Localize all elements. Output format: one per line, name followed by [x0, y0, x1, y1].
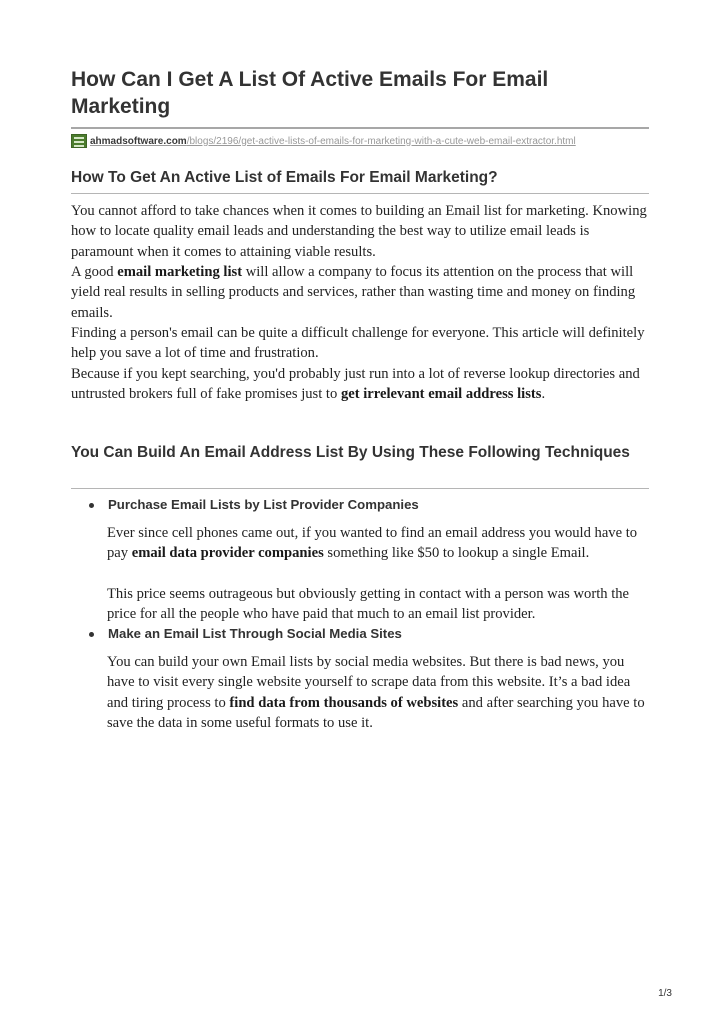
bold-email-marketing-list: email marketing list [117, 264, 243, 280]
source-line [71, 133, 576, 149]
bullet-icon [89, 503, 94, 508]
bullet-icon [89, 632, 94, 637]
paragraph-social-media: You can build your own Email lists by social media websites. But there is bad news, you have to visit every single website yourself to scrape data from this website. It’s a bad idea and tiring process to find data from thousands of websites and after searching you have to save the data in some useful formats to use it. [107, 654, 645, 731]
bold-irrelevant-lists: get irrelevant email address lists [340, 386, 542, 403]
paragraph-finding-email: Finding a person's email can be quite a difficult challenge for everyone. This article will definitely help you save a lot of time and frustration. [71, 325, 645, 362]
page-title: How Can I Get A List Of Active Emails For Email Marketing [71, 68, 549, 118]
section-heading-techniques: You Can Build An Email Address List By Using These Following Techniques [71, 444, 630, 461]
list-item-purchase-lists [89, 496, 648, 514]
bold-email-data-providers: email data provider companies [131, 545, 324, 562]
section-divider [71, 193, 649, 194]
section-divider [71, 488, 649, 489]
paragraph-intro: You cannot afford to take chances when it comes to building an Email list for marketing. Knowing how to locate quality email leads and understanding the best way to utilize email leads is paramount when it comes to attaining viable results. [71, 203, 647, 260]
list-item-label: Make an Email List Through Social Media Sites [108, 626, 402, 641]
section-heading-active-list: How To Get An Active List of Emails For Email Marketing? [71, 169, 498, 186]
paragraph-good-list: A good email marketing list will allow a company to focus its attention on the process that will yield real results in selling products and services, rather than wasting time and money on finding emails. [71, 264, 636, 321]
site-favicon-icon [71, 134, 87, 148]
list-item-social-media [89, 625, 648, 643]
paragraph-reverse-lookup: Because if you kept searching, you'd probably just run into a lot of reverse lookup directories and untrusted brokers full of fake promises just to get irrelevant email address lists. [71, 366, 640, 403]
page-number: 1/3 [658, 988, 672, 999]
source-path: /blogs/2196/get-active-lists-of-emails-for-marketing-with-a-cute-web-email-extractor.html [186, 135, 576, 147]
source-url-link[interactable] [90, 136, 576, 147]
bold-find-data: find data from thousands of websites [229, 694, 459, 711]
paragraph-purchase-cost: Ever since cell phones came out, if you wanted to find an email address you would have to pay email data provider companies something like $50 to lookup a single Email. [107, 525, 638, 562]
source-domain: ahmadsoftware.com [90, 135, 187, 147]
paragraph-purchase-price: This price seems outrageous but obviously getting in contact with a person was worth the price for all the people who have paid that much to an email list provider. [107, 586, 630, 623]
list-item-label: Purchase Email Lists by List Provider Companies [108, 497, 419, 512]
title-divider [71, 127, 649, 129]
